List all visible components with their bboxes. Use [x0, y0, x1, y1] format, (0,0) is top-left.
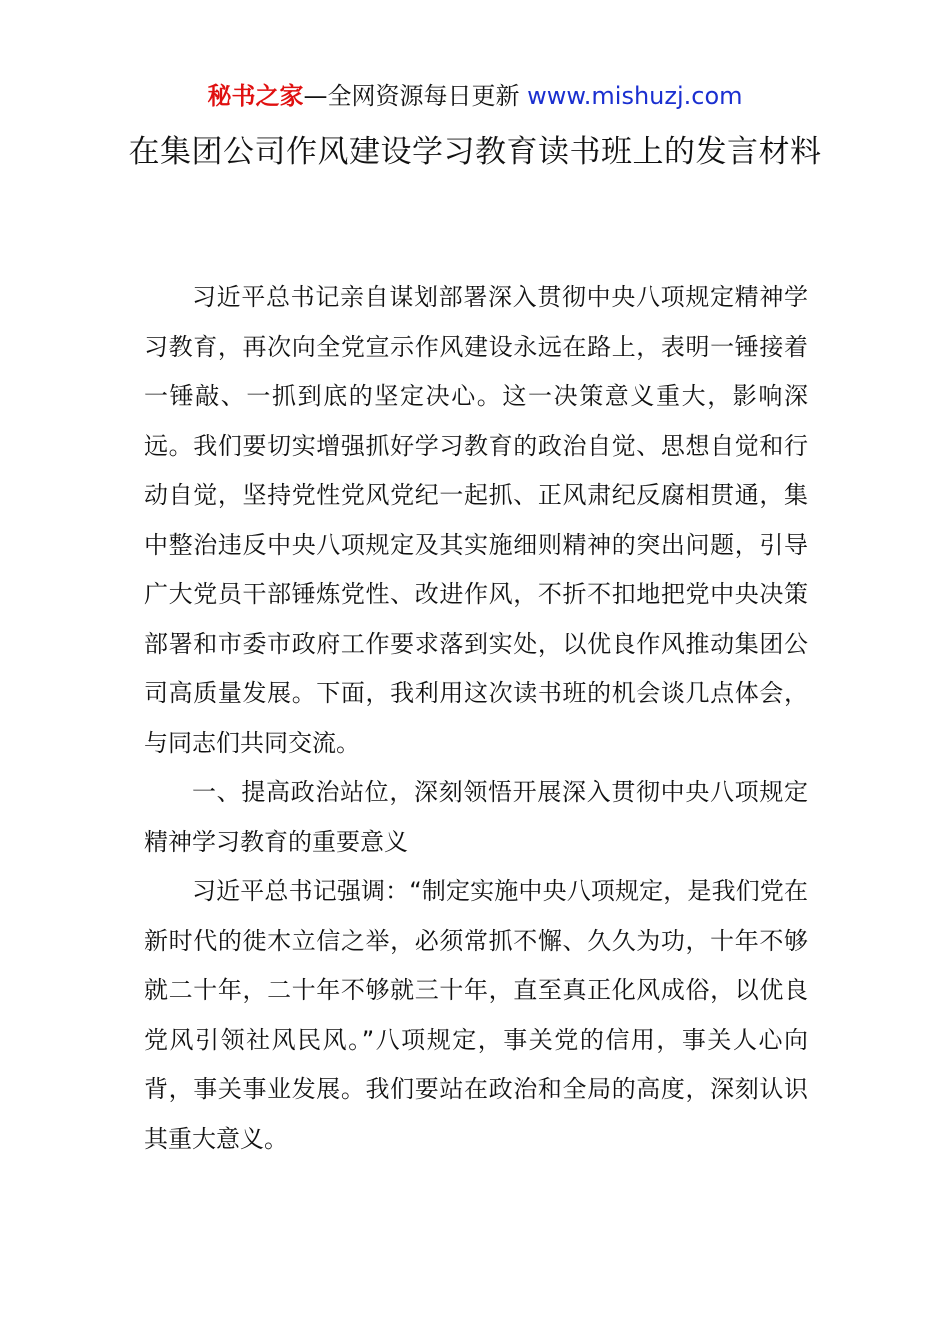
intro-paragraph: 习近平总书记亲自谋划部署深入贯彻中央八项规定精神学习教育，再次向全党宣示作风建设永远在路上，表明一锤接着一锤敲、一抓到底的坚定决心。这一决策意义重大，影响深远。我们要切实增强抓好学习教育的政治自觉、思想自觉和行动自觉，坚持党性党风党纪一起抓、正风肃纪反腐相贯通，集中整治违反中央八项规定及其实施细则精神的突出问题，引导广大党员干部锤炼党性、改进作风，不折不扣地把党中央决策部署和市委市政府工作要求落到实处，以优良作风推动集团公司高质量发展。下面，我利用这次读书班的机会谈几点体会，与同志们共同交流。 [144, 283, 808, 757]
document-title: 在集团公司作风建设学习教育读书班上的发言材料 [128, 134, 822, 170]
site-tagline: —全网资源每日更新 [303, 82, 528, 110]
site-header [0, 80, 950, 112]
document-body [144, 273, 808, 1164]
section-heading: 一、提高政治站位，深刻领悟开展深入贯彻中央八项规定精神学习教育的重要意义 [144, 778, 808, 856]
site-brand: 秘书之家 [207, 82, 304, 110]
body-paragraph: 习近平总书记强调：“制定实施中央八项规定，是我们党在新时代的徙木立信之举，必须常抓不懈、久久为功，十年不够就二十年，二十年不够就三十年，直至真正化风成俗，以优良党风引领社风民风。”八项规定，事关党的信用，事关人心向背，事关事业发展。我们要站在政治和全局的高度，深刻认识其重大意义。 [144, 877, 808, 1153]
site-url-link[interactable]: www.mishuzj.com [527, 82, 743, 110]
